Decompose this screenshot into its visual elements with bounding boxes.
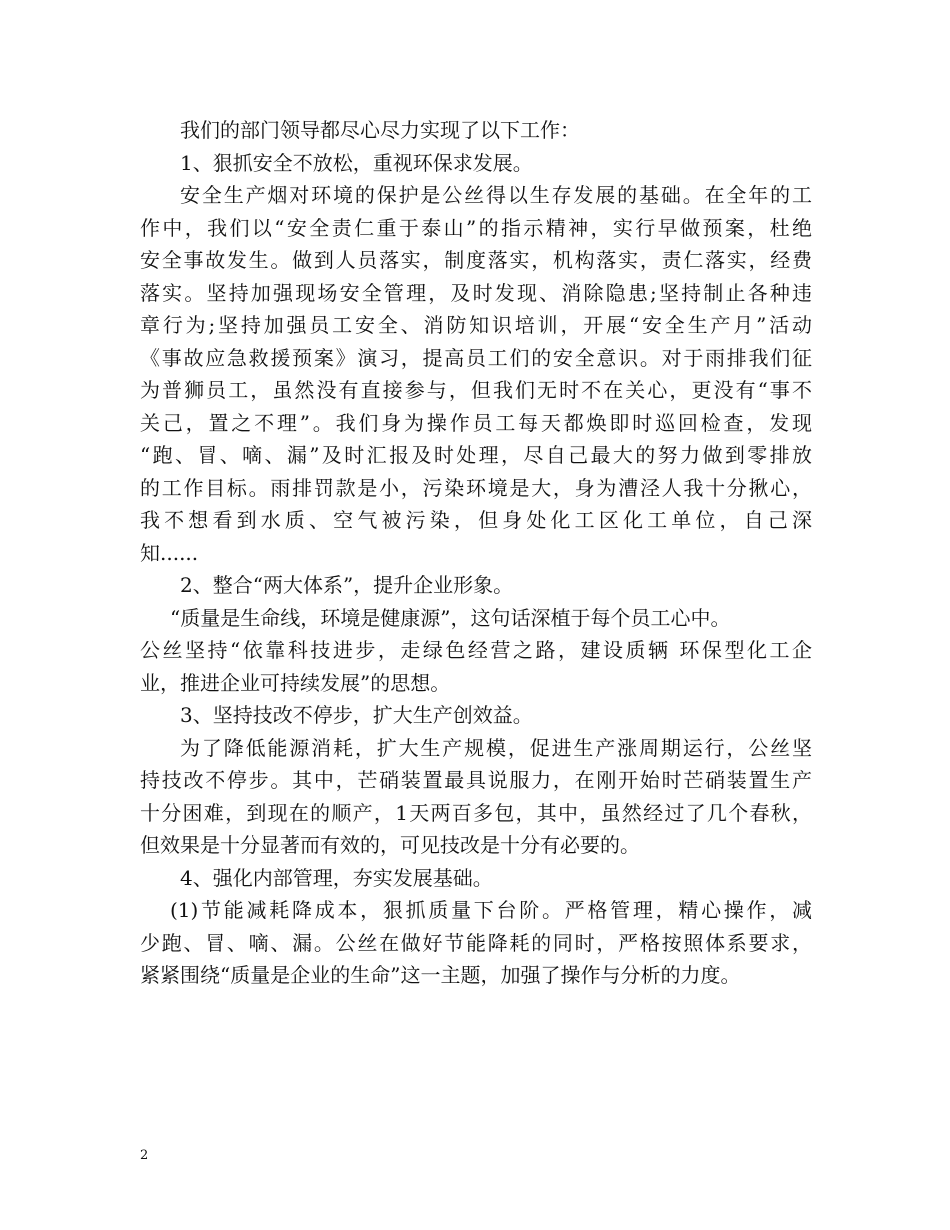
page-number: 2: [140, 1148, 149, 1163]
paragraph-line: 十分困难，到现在的顺产，1天两百多包，其中，虽然经过了几个春秋，: [140, 800, 812, 825]
paragraph-line: 但效果是十分显著而有效的，可见技改是十分有必要的。: [140, 833, 640, 857]
paragraph-line: 我们的部门领导都尽心尽力实现了以下工作：: [180, 118, 580, 142]
paragraph-line: 关己，置之不理”。我们身为操作员工每天都焕即时巡回检查，发现: [140, 410, 812, 435]
section-heading: 1、狠抓安全不放松，重视环保求发展。: [180, 150, 533, 175]
paragraph-line: 知......: [140, 540, 199, 565]
paragraph-line: (1)节能减耗降成本，狠抓质量下台阶。严格管理，精心操作，减: [170, 898, 812, 922]
section-heading: 3、坚持技改不停步，扩大生产创效益。: [180, 703, 533, 727]
paragraph-line: 安全生产烟对环境的保护是公丝得以生存发展的基础。在全年的工: [180, 183, 812, 207]
paragraph-line: 为普狮员工，虽然没有直接参与，但我们无时不在关心，更没有“事不: [140, 378, 812, 402]
paragraph-line: 公丝坚持“依靠科技进步，走绿色经营之路，建设质辆 环保型化工企: [140, 638, 812, 662]
paragraph-line: 章行为;坚持加强员工安全、消防知识培训，开展“安全生产月”活动: [140, 313, 812, 337]
paragraph-line: 业，推进企业可持续发展”的思想。: [140, 670, 451, 695]
paragraph-line: “跑、冒、嘀、漏”及时汇报及时处理，尽自己最大的努力做到零排放: [140, 443, 812, 467]
paragraph-line: 《事故应急救援预案》演习，提高员工们的安全意识。对于雨排我们征: [140, 345, 812, 370]
document-body: [140, 114, 812, 992]
paragraph-line: 安全事故发生。做到人员落实，制度落实，机构落实，责仁落实，经费: [140, 248, 812, 272]
paragraph-line: “质量是生命线，环境是健康源”，这句话深植于每个员工心中。: [170, 605, 731, 630]
paragraph-line: 落实。坚持加强现场安全管理，及时发现、消除隐患;坚持制止各种违: [140, 280, 812, 305]
paragraph-line: 作中，我们以“安全责仁重于泰山”的指示精神，实行早做预案，杜绝: [140, 215, 812, 240]
paragraph-line: 为了降低能源消耗，扩大生产规模，促进生产涨周期运行，公丝坚: [180, 735, 812, 760]
paragraph-line: 紧紧围绕“质量是企业的生命”这一主题，加强了操作与分析的力度。: [140, 963, 741, 987]
paragraph-line: 我不想看到水质、空气被污染，但身处化工区化工单位，自己深: [140, 508, 812, 532]
paragraph-line: 持技改不停步。其中，芒硝装置最具说服力，在刚开始时芒硝装置生产: [140, 768, 812, 792]
section-heading: 2、整合“两大体系”，提升企业形象。: [180, 573, 514, 597]
paragraph-line: 的工作目标。雨排罚款是小，污染环境是大，身为漕泾人我十分揪心，: [140, 475, 812, 500]
section-heading: 4、强化内部管理，夯实发展基础。: [180, 865, 493, 890]
paragraph-line: 少跑、冒、嘀、漏。公丝在做好节能降耗的同时，严格按照体系要求，: [140, 930, 812, 955]
